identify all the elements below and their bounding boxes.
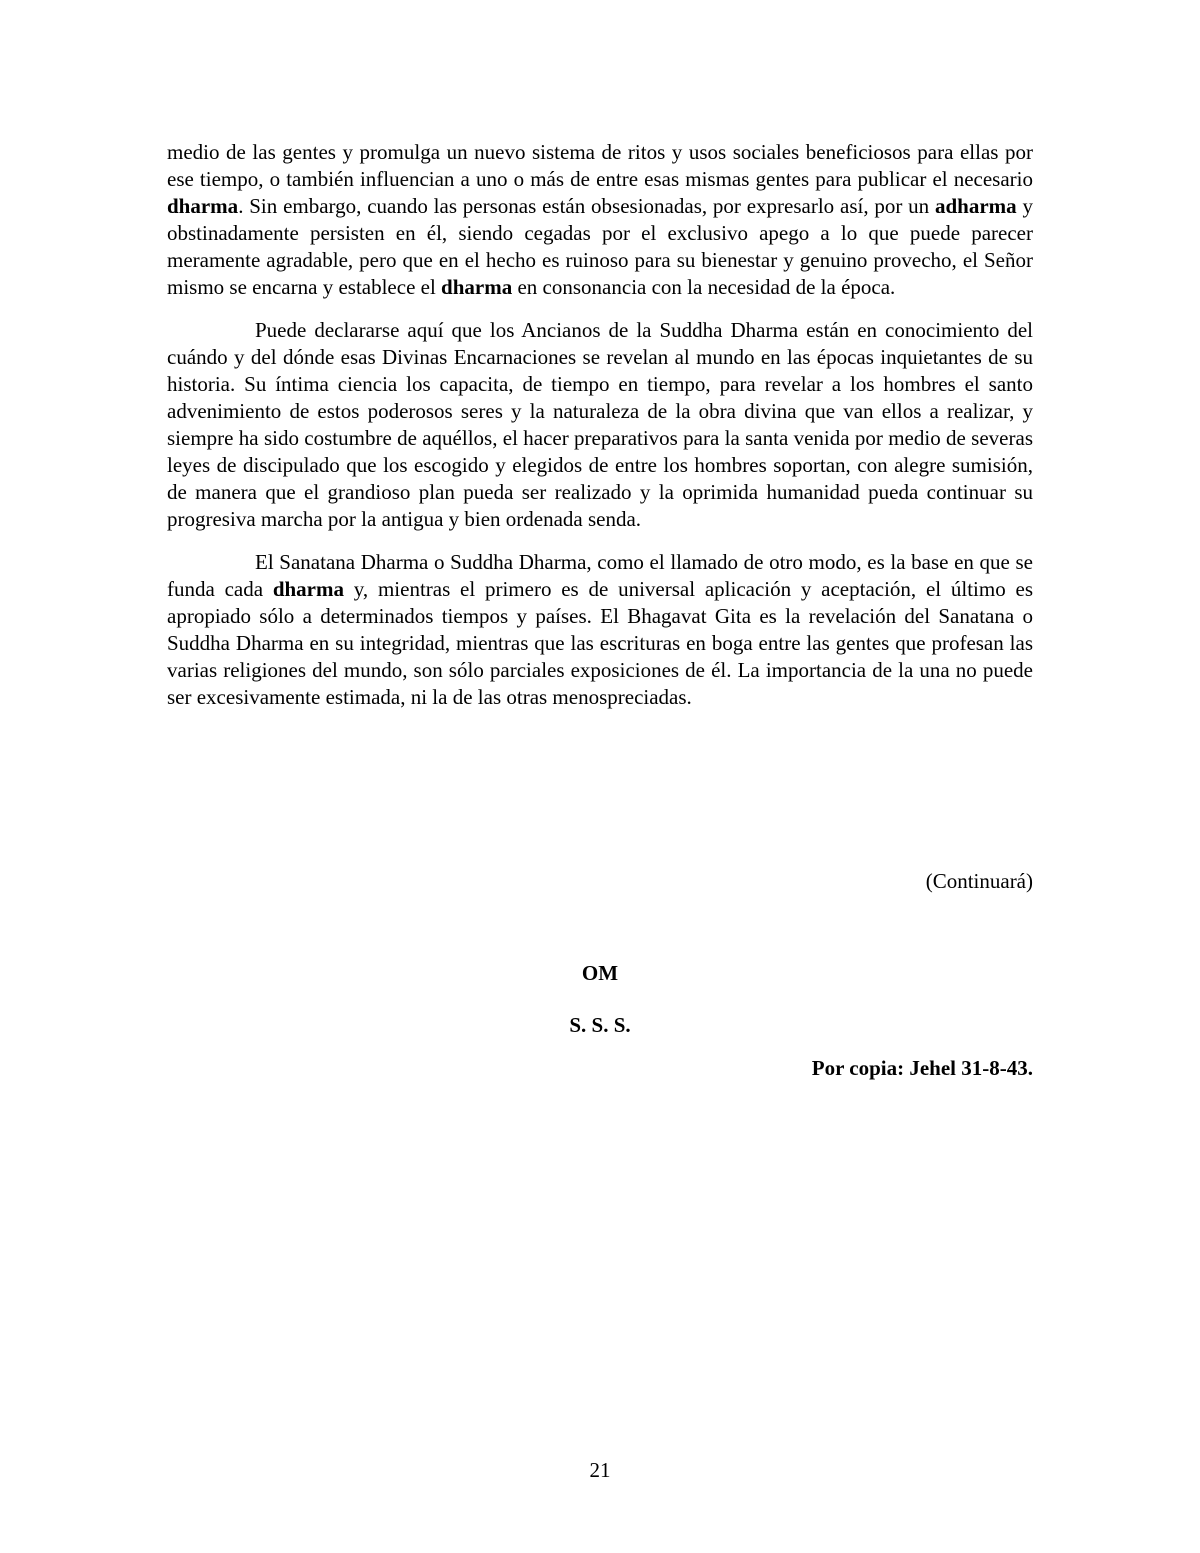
paragraph-3-term-dharma: dharma xyxy=(272,577,345,601)
om-heading: OM xyxy=(581,961,619,985)
paragraph-1-text-4: en consonancia con la necesidad de la época. xyxy=(512,275,896,299)
paragraph-2-text: Puede declararse aquí que los Ancianos de la Suddha Dharma están en conocimiento del cuándo y del dónde esas Divinas Encarnaciones se revelan al mundo en las épocas inquietantes de su historia. Su íntima ciencia los capacita, de tiempo en tiempo, para revelar a los hombres el santo advenimiento de estos poderosos seres y la naturaleza de la obra divina que van ellos a realizar, y siempre ha sido costumbre de aquéllos, el hacer preparativos para la santa venida por medio de severas leyes de discipulado que los escogido y elegidos de entre los hombres soportan, con alegre sumisión, de manera que el grandioso plan pueda ser realizado y la oprimida humanidad pueda continuar su progresiva marcha por la antigua y bien ordenada senda. xyxy=(167,318,1033,531)
paragraph-1-text-3: y obstinadamente persisten en él, siendo cegadas por el exclusivo apego a lo que puede parecer meramente agradable, pero que en el hecho es ruinoso para su bienestar y genuino provecho, el Señor mismo se encarna y establece el xyxy=(167,194,1033,299)
paragraph-3-text-1: El Sanatana Dharma o Suddha Dharma, como el llamado de otro modo, es la base en que se funda cada xyxy=(167,550,1033,601)
paragraph-1-term-dharma-2: dharma xyxy=(441,275,513,299)
paragraph-1 xyxy=(167,139,1033,301)
paragraph-1-text-1: medio de las gentes y promulga un nuevo sistema de ritos y usos sociales beneficiosos para ellas por ese tiempo, o también influencian a uno o más de entre esas mismas gentes para publicar el necesario xyxy=(167,140,1033,191)
document-body xyxy=(167,139,1033,727)
paragraph-3 xyxy=(167,549,1033,711)
paragraph-2 xyxy=(167,317,1033,533)
page-number: 21 xyxy=(589,1458,611,1482)
copy-note: Por copia: Jehel 31-8-43. xyxy=(811,1056,1033,1080)
continuation-note: (Continuará) xyxy=(925,869,1033,893)
paragraph-1-term-dharma-1: dharma xyxy=(167,194,239,218)
paragraph-1-term-adharma: adharma xyxy=(935,194,1017,218)
sss-signature: S. S. S. xyxy=(569,1013,631,1037)
paragraph-3-text-2: y, mientras el primero es de universal aplicación y aceptación, el último es apropiado sólo a determinados tiempos y países. El Bhagavat Gita es la revelación del Sanatana o Suddha Dharma en su integridad, mientras que las escrituras en boga entre las gentes que profesan las varias religiones del mundo, son sólo parciales exposiciones de él. La importancia de la una no puede ser excesivamente estimada, ni la de las otras menospreciadas. xyxy=(167,577,1033,709)
paragraph-1-text-2: . Sin embargo, cuando las personas están obsesionadas, por expresarlo así, por un xyxy=(238,194,935,218)
